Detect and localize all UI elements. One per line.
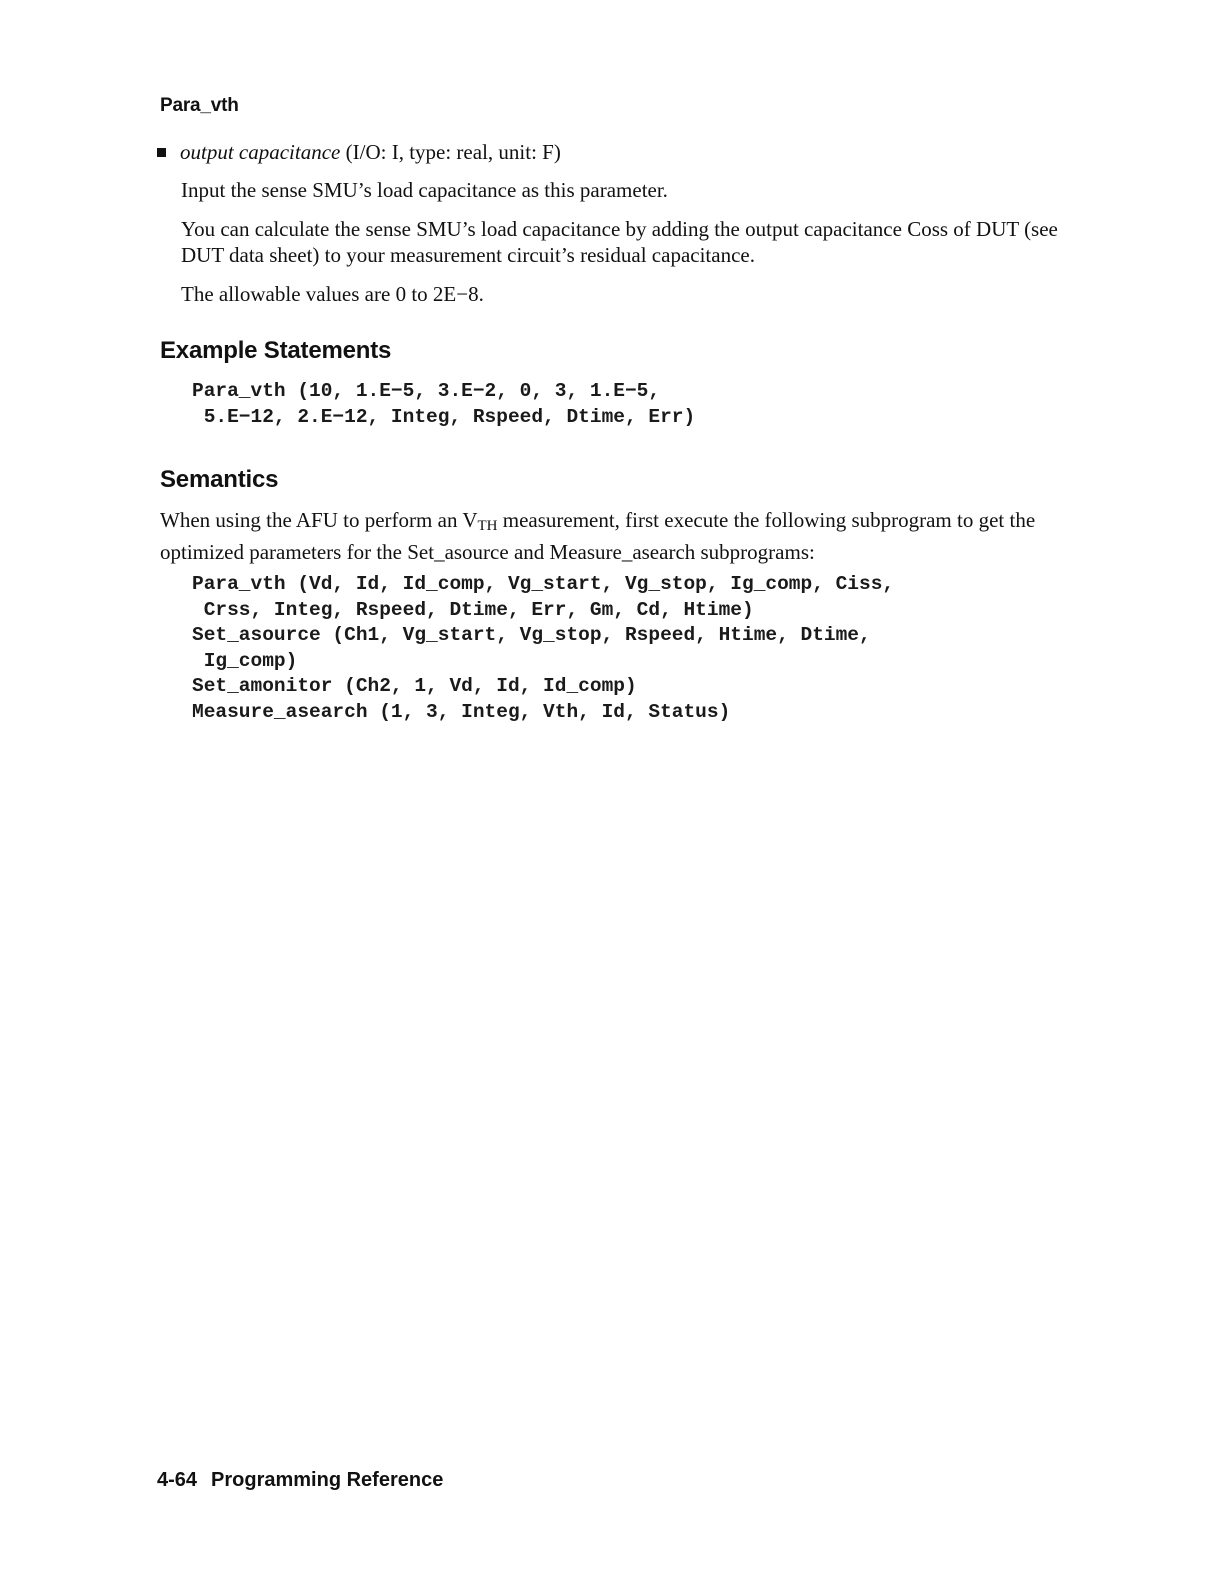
running-head: Para_vth: [160, 95, 239, 116]
code-line: Crss, Integ, Rspeed, Dtime, Err, Gm, Cd, Htime): [192, 598, 754, 621]
footer-section-title: Programming Reference: [211, 1469, 444, 1491]
code-line: Set_asource (Ch1, Vg_start, Vg_stop, Rspeed, Htime, Dtime,: [192, 624, 871, 646]
parameter-bullet: [157, 139, 1077, 165]
code-line: 5.E−12, 2.E−12, Integ, Rspeed, Dtime, Err): [192, 405, 696, 428]
code-line: Para_vth (Vd, Id, Id_comp, Vg_start, Vg_stop, Ig_comp, Ciss,: [192, 573, 895, 595]
code-line: Measure_asearch (1, 3, Integ, Vth, Id, Status): [192, 700, 731, 723]
semantics-paragraph: When using the AFU to perform an $V_{TH}$ measurement, first execute the following subprogram to get the optimized parameters for the Set_asource and Measure_asearch subprograms:: [160, 508, 1036, 564]
vth-subscript: TH: [477, 518, 498, 534]
code-line: Ig_comp): [192, 649, 298, 672]
semantics-code-block: [192, 572, 894, 725]
code-line: Set_amonitor (Ch2, 1, Vd, Id, Id_comp): [192, 675, 637, 697]
parameter-description-1: Input the sense SMU’s load capacitance as this parameter.: [181, 178, 668, 202]
example-statements-heading: Example Statements: [160, 337, 392, 364]
semantics-heading: Semantics: [160, 466, 279, 493]
example-code-block: [192, 379, 695, 430]
bullet-square-icon: [157, 148, 166, 157]
parameter-spec: (I/O: I, type: real, unit: F): [345, 140, 561, 164]
parameter-name: output capacitance: [180, 140, 341, 164]
parameter-description-2: You can calculate the sense SMU’s load capacitance by adding the output capacitance Coss of DUT (see DUT data sheet) to your measurement circuit’s residual capacitance.: [181, 217, 1058, 267]
page-footer: [157, 1469, 443, 1492]
page-number: 4-64: [157, 1469, 198, 1491]
code-line: Para_vth (10, 1.E−5, 3.E−2, 0, 3, 1.E−5,: [192, 380, 661, 402]
parameter-description-3: The allowable values are 0 to 2E−8.: [181, 282, 484, 306]
